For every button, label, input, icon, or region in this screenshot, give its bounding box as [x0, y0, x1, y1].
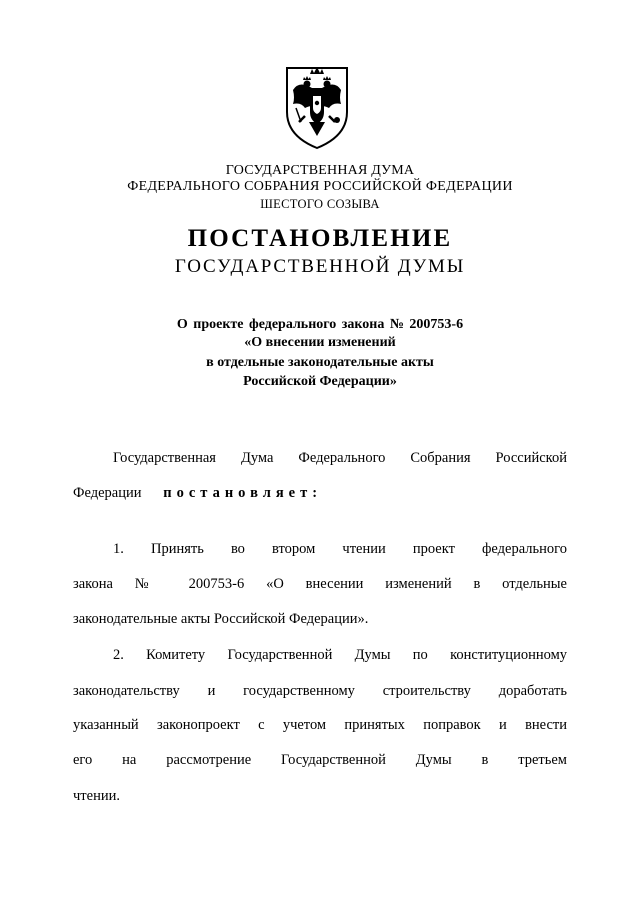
preamble-line-2: [73, 486, 567, 501]
subject-line-3: в отдельные законодательные акты: [206, 355, 434, 370]
item2-line-3: указанный законопроект с учетом принятых поправок и внести: [73, 717, 567, 733]
subject-line-4: Российской Федерации»: [243, 374, 397, 389]
convocation-line: ШЕСТОГО СОЗЫВА: [260, 197, 380, 211]
item2-line-2: законодательству и государственному строительству доработать: [73, 683, 567, 699]
preamble-line-1: Государственная Дума Федерального Собрания Российской: [113, 450, 567, 466]
resolves-word: постановляет:: [163, 485, 323, 501]
item1-line-2: закона № 200753-6 «О внесении изменений в отдельные: [73, 576, 567, 592]
item2-line-4: его на рассмотрение Государственной Думы в третьем: [73, 752, 567, 768]
coat-of-arms-emblem: [279, 62, 355, 152]
issuer-line-2: ФЕДЕРАЛЬНОГО СОБРАНИЯ РОССИЙСКОЙ ФЕДЕРАЦИИ: [127, 179, 513, 194]
item1-line-3: законодательные акты Российской Федерации».: [73, 611, 369, 627]
preamble-federation: Федерации: [73, 485, 142, 501]
issuer-line-1: ГОСУДАРСТВЕННАЯ ДУМА: [225, 163, 415, 178]
document-title: ПОСТАНОВЛЕНИЕ: [187, 225, 453, 252]
subject-line-1: О проекте федерального закона № 200753-6: [176, 317, 464, 332]
item2-line-5: чтении.: [73, 788, 120, 804]
subject-line-2: «О внесении изменений: [244, 335, 396, 350]
item2-line-1: 2. Комитету Государственной Думы по конституционному: [113, 647, 567, 663]
document-subtitle: ГОСУДАРСТВЕННОЙ ДУМЫ: [174, 256, 466, 277]
item1-line-1: 1. Принять во втором чтении проект федерального: [113, 541, 567, 557]
